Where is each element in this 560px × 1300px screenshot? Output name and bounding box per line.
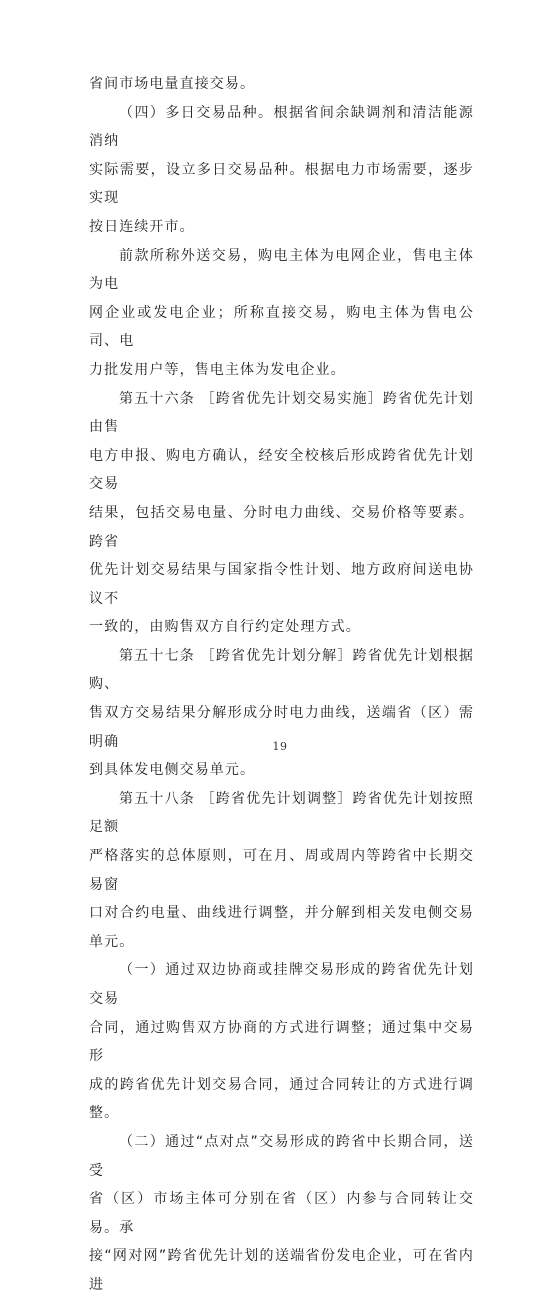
text-line: 省间市场电量直接交易。 [89,76,256,92]
text-line: 合同，通过购售双方协商的方式进行调整；通过集中交易形 [89,1019,474,1065]
text-line: 售双方交易结果分解形成分时电力曲线，送端省（区）需明确 [89,705,474,750]
text-line: 实际需要，设立多日交易品种。根据电力市场需要，逐步实现 [89,161,474,207]
text-line: （四）多日交易品种。根据省间余缺调剂和清洁能源消纳 [89,104,474,150]
text-line: 到具体发电侧交易单元。 [89,762,256,779]
text-line: 第五十六条 ［跨省优先计划交易实施］跨省优先计划由售 [89,390,474,436]
text-line: 按日连续开市。 [89,218,195,235]
text-line: 力批发用户等，售电主体为发电企业。 [89,361,346,378]
text-line: 第五十七条 ［跨省优先计划分解］跨省优先计划根据购、 [89,647,474,693]
text-line: 一致的，由购售双方自行约定处理方式。 [89,619,361,636]
text-line: 电方申报、购电方确认，经安全校核后形成跨省优先计划交易 [89,447,474,493]
text-line: 优先计划交易结果与国家指令性计划、地方政府间送电协议不 [89,562,474,607]
page-number: 19 [272,740,288,753]
text-line: 省（区）市场主体可分别在省（区）内参与合同转让交易。承 [89,1191,474,1236]
text-line: 口对合约电量、曲线进行调整，并分解到相关发电侧交易单元。 [89,905,474,950]
text-line: （一）通过双边协商或挂牌交易形成的跨省优先计划交易 [89,962,474,1007]
body-text [89,70,474,1300]
text-line: （二）通过“点对点”交易形成的跨省中长期合同，送受 [89,1133,474,1179]
text-line: 前款所称外送交易，购电主体为电网企业，售电主体为电 [89,247,474,293]
text-line: 成的跨省优先计划交易合同，通过合同转让的方式进行调整。 [89,1076,474,1122]
text-line: 第五十八条 ［跨省优先计划调整］跨省优先计划按照足额 [89,790,474,836]
text-line: 严格落实的总体原则，可在月、周或周内等跨省中长期交易窗 [89,848,474,893]
text-line: 接“网对网”跨省优先计划的送端省份发电企业，可在省内进 [89,1248,474,1293]
text-line: 结果，包括交易电量、分时电力曲线、交易价格等要素。跨省 [89,504,474,550]
text-line: 网企业或发电企业；所称直接交易，购电主体为售电公司、电 [89,304,474,350]
